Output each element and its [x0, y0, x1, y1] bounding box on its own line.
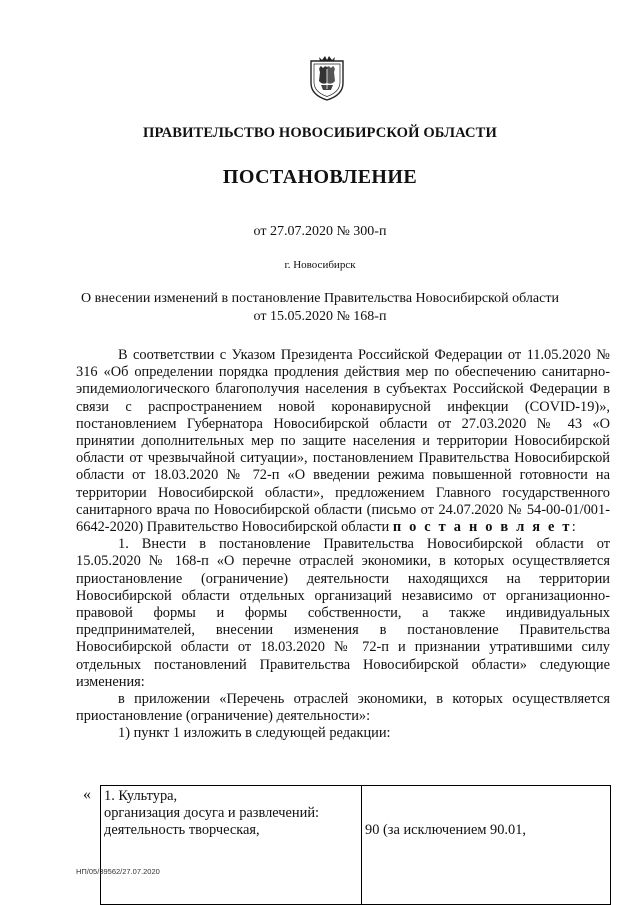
cell-line: организация досуга и развлечений:	[104, 805, 320, 821]
item-1-paragraph: 1. Внести в постановление Правительства Новосибирской области от 15.05.2020 № 168-п «О перечне отраслей экономики, в которых осуществляется приостановление (ограничение) деятельности находящихся на территории Новосибирской области отдельных организаций независимо от организационно-правовой формы и формы собственности, а также индивидуальных предпринимателей, внесении изменения в постановление Правительства Новосибирской области от 18.03.2020 № 72-п и признании утратившими силу отдельных постановлений Правительства Новосибирской области» следующие изменения:	[76, 536, 610, 690]
document-body	[76, 347, 610, 743]
appendix-paragraph: в приложении «Перечень отраслей экономики, в которых осуществляется приостановление (ограничение) деятельности»:	[76, 691, 610, 725]
table-row	[101, 786, 611, 905]
table-cell-activity	[101, 786, 362, 905]
city: г. Новосибирск	[284, 259, 356, 271]
document-type: ПОСТАНОВЛЕНИЕ	[222, 166, 418, 188]
coat-of-arms-icon	[309, 55, 345, 101]
government-title: ПРАВИТЕЛЬСТВО НОВОСИБИРСКОЙ ОБЛАСТИ	[143, 125, 497, 141]
cell-line: деятельность творческая,	[104, 822, 260, 838]
opening-quote: «	[83, 786, 91, 803]
subject-line-1: О внесении изменений в постановление Правительства Новосибирской области	[81, 291, 559, 306]
preamble-text: В соответствии с Указом Президента Российской Федерации от 11.05.2020 № 316 «Об определении порядка продления действия мер по обеспечению санитарно-эпидемиологического благополучия населения в субъектах Российской Федерации в связи с распространением новой коронавирусной инфекции (COVID-19)», постановлением Губернатора Новосибирской области от 27.03.2020 № 43 «О принятии дополнительных мер по защите населения и территории Новосибирской области от чрезвычайной ситуации», постановлением Правительства Новосибирской области от 18.03.2020 № 72-п «О введении режима повышенной готовности на территории Новосибирской области», предложением Главного государственного санитарного врача по Новосибирской области (письмо от 24.07.2020 № 54-00-01/001-6642-2020) Правительство Новосибирской области	[76, 347, 610, 536]
cell-line: 1. Культура,	[104, 788, 178, 804]
preamble-paragraph	[76, 347, 610, 536]
table-cell-code	[362, 786, 611, 905]
point-1-paragraph: 1) пункт 1 изложить в следующей редакции:	[118, 725, 391, 742]
cell-line: 90 (за исключением 90.01,	[365, 822, 527, 838]
resolves-word: п о с т а н о в л я е т	[392, 519, 572, 536]
resolves-colon: :	[571, 519, 576, 536]
activity-table	[100, 785, 611, 905]
date-number: от 27.07.2020 № 300-п	[253, 224, 387, 239]
subject-line-2: от 15.05.2020 № 168-п	[253, 309, 387, 324]
document-code: НП/05/39562/27.07.2020	[76, 867, 160, 876]
subject	[0, 290, 640, 326]
